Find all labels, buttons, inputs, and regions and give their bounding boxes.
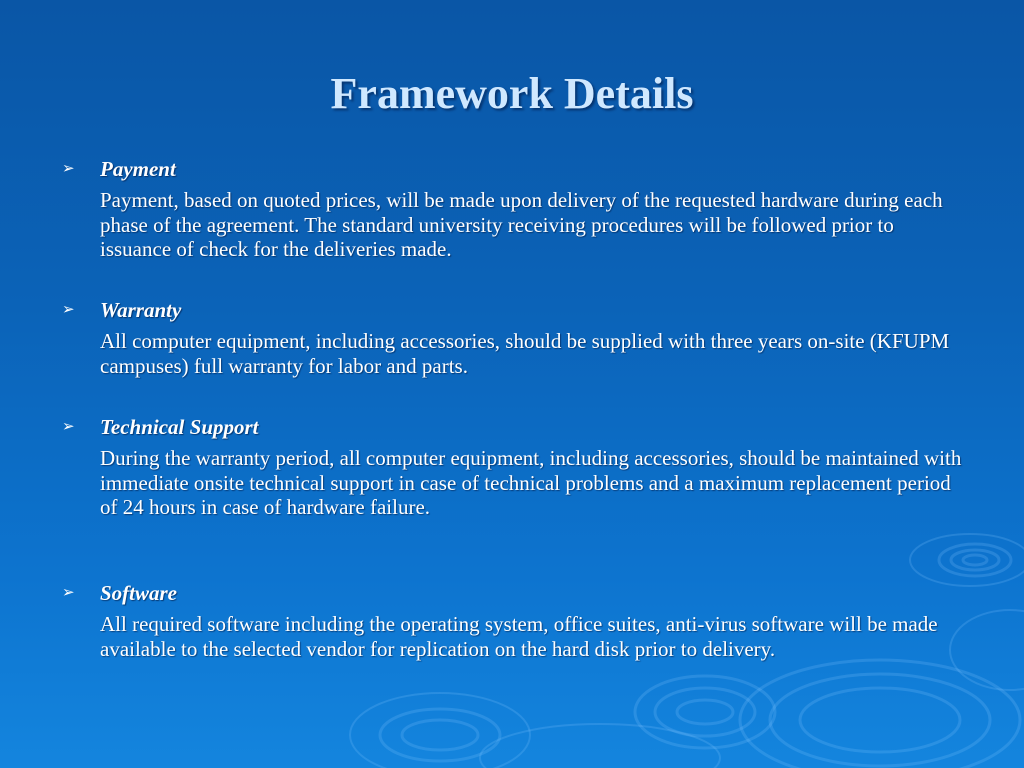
section-heading: Payment	[100, 157, 176, 181]
section-body: During the warranty period, all computer equipment, including accessories, should be maintained with immediate onsite technical support in case of technical problems and a maximum replacement period of 24 hours in case of hardware failure.	[100, 446, 962, 519]
arrow-bullet-icon: ➢	[62, 417, 75, 435]
section-body: Payment, based on quoted prices, will be made upon delivery of the requested hardware during each phase of the agreement. The standard university receiving procedures will be followed prior to issuance of check for the deliveries made.	[100, 188, 943, 261]
section-heading: Technical Support	[100, 415, 259, 439]
arrow-bullet-icon: ➢	[62, 300, 75, 318]
section-body: All required software including the operating system, office suites, anti-virus software will be made available to the selected vendor for replication on the hard disk prior to delivery.	[100, 612, 938, 661]
arrow-bullet-icon: ➢	[62, 159, 75, 177]
section-heading: Software	[100, 581, 178, 605]
section-body: All computer equipment, including accessories, should be supplied with three years on-site (KFUPM campuses) full warranty for labor and parts.	[100, 329, 950, 378]
arrow-bullet-icon: ➢	[62, 583, 75, 601]
section-heading: Warranty	[100, 298, 182, 322]
slide-title: Framework Details	[330, 69, 694, 118]
